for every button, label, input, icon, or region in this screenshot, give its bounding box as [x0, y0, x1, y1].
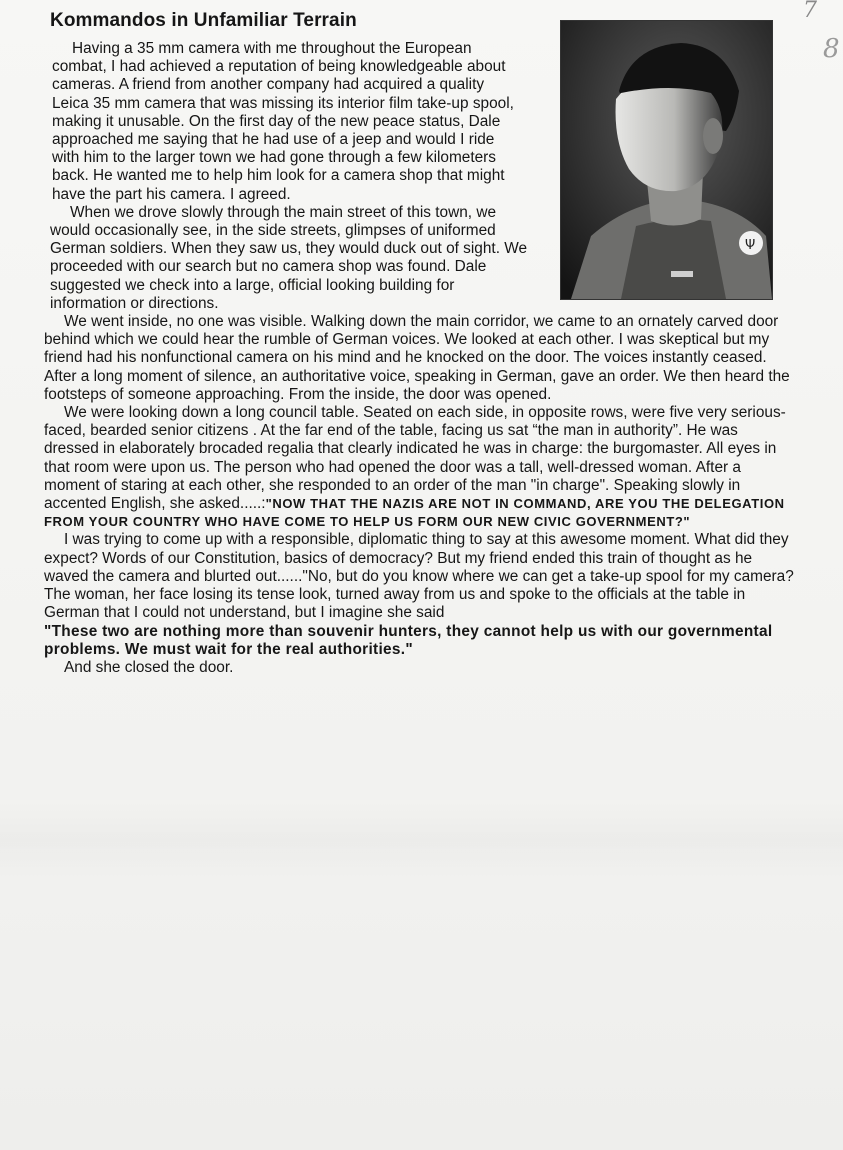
paragraph-2-text: When we drove slowly through the main street of this town, we would occasionally see, in the side streets, glimpses of uniformed German soldiers. When they saw us, they would duck out of sight. We proceeded with our search but no camera shop was found. Dale suggested we check into a large, official looking building for information or directions.	[50, 203, 528, 312]
paragraph-5	[44, 531, 796, 658]
paragraph-2	[50, 204, 530, 313]
paragraph-4-text: We were looking down a long council table. Seated on each side, in opposite rows, were five very serious-faced, bearded senior citizens . At the far end of the table, facing us sat “the man in authority”. He was dressed in elaborately brocaded regalia that clearly indicated he was in charge: the burgomaster. All eyes in that room were upon us. The person who had opened the door was a tall, well-dressed woman. After a moment of staring at each other, she responded to an order of the man "in charge". Speaking slowly in accented English, she asked.....:	[44, 404, 786, 513]
svg-text:Ψ: Ψ	[745, 238, 756, 253]
handwritten-page-mark: 7	[803, 0, 817, 23]
paragraph-5-text: I was trying to come up with a responsible, diplomatic thing to say at this awesome moment. What did they expect? Words of our Constitution, basics of democracy? But my friend ended this train of thought as he waved the camera and blurted out......"No, but do you know where we can get a take-up spool for my camera? The woman, her face losing its tense look, turned away from us and spoke to the officials at the table in German that I could not understand, but I imagine she said	[44, 531, 794, 622]
paragraph-1: Having a 35 mm camera with me throughout the European combat, I had achieved a reputation of being knowledgeable about cameras. A friend from another company had acquired a quality Leica 35 mm camera that was missing its interior film take-up spool, making it unusable. On the first day of the new peace status, Dale approached me saying that he had use of a jeep and would I ride with him to the larger town we had gone through a few kilometers back. He wanted me to help him look for a camera shop that might have the part his camera. I agreed.	[52, 40, 514, 203]
paragraph-6: And she closed the door.	[64, 658, 234, 676]
article-body	[44, 40, 796, 677]
souvenir-hunters-quote: "These two are nothing more than souvenir hunters, they cannot help us with our governmental problems. We must wait for the real authorities."	[44, 622, 773, 658]
scan-shading	[0, 800, 843, 880]
handwritten-page-number: 8	[823, 34, 840, 64]
delegation-question-quote: "NOW THAT THE NAZIS ARE NOT IN COMMAND, ARE YOU THE DELEGATION FROM YOUR COUNTRY WHO HAVE COME TO HELP US FORM OUR NEW CIVIC GOVERNMENT?"	[44, 496, 785, 530]
article-title: Kommandos in Unfamiliar Terrain	[50, 10, 357, 31]
paragraph-4	[44, 404, 796, 531]
paragraph-3: We went inside, no one was visible. Walking down the main corridor, we came to an ornately carved door behind which we could hear the rumble of German voices. We looked at each other. I was skeptical but my friend had his nonfunctional camera on his mind and he knocked on the door. The voices instantly ceased. After a long moment of silence, an authoritative voice, speaking in German, gave an order. We then heard the footsteps of someone approaching. From the inside, the door was opened.	[44, 313, 790, 403]
